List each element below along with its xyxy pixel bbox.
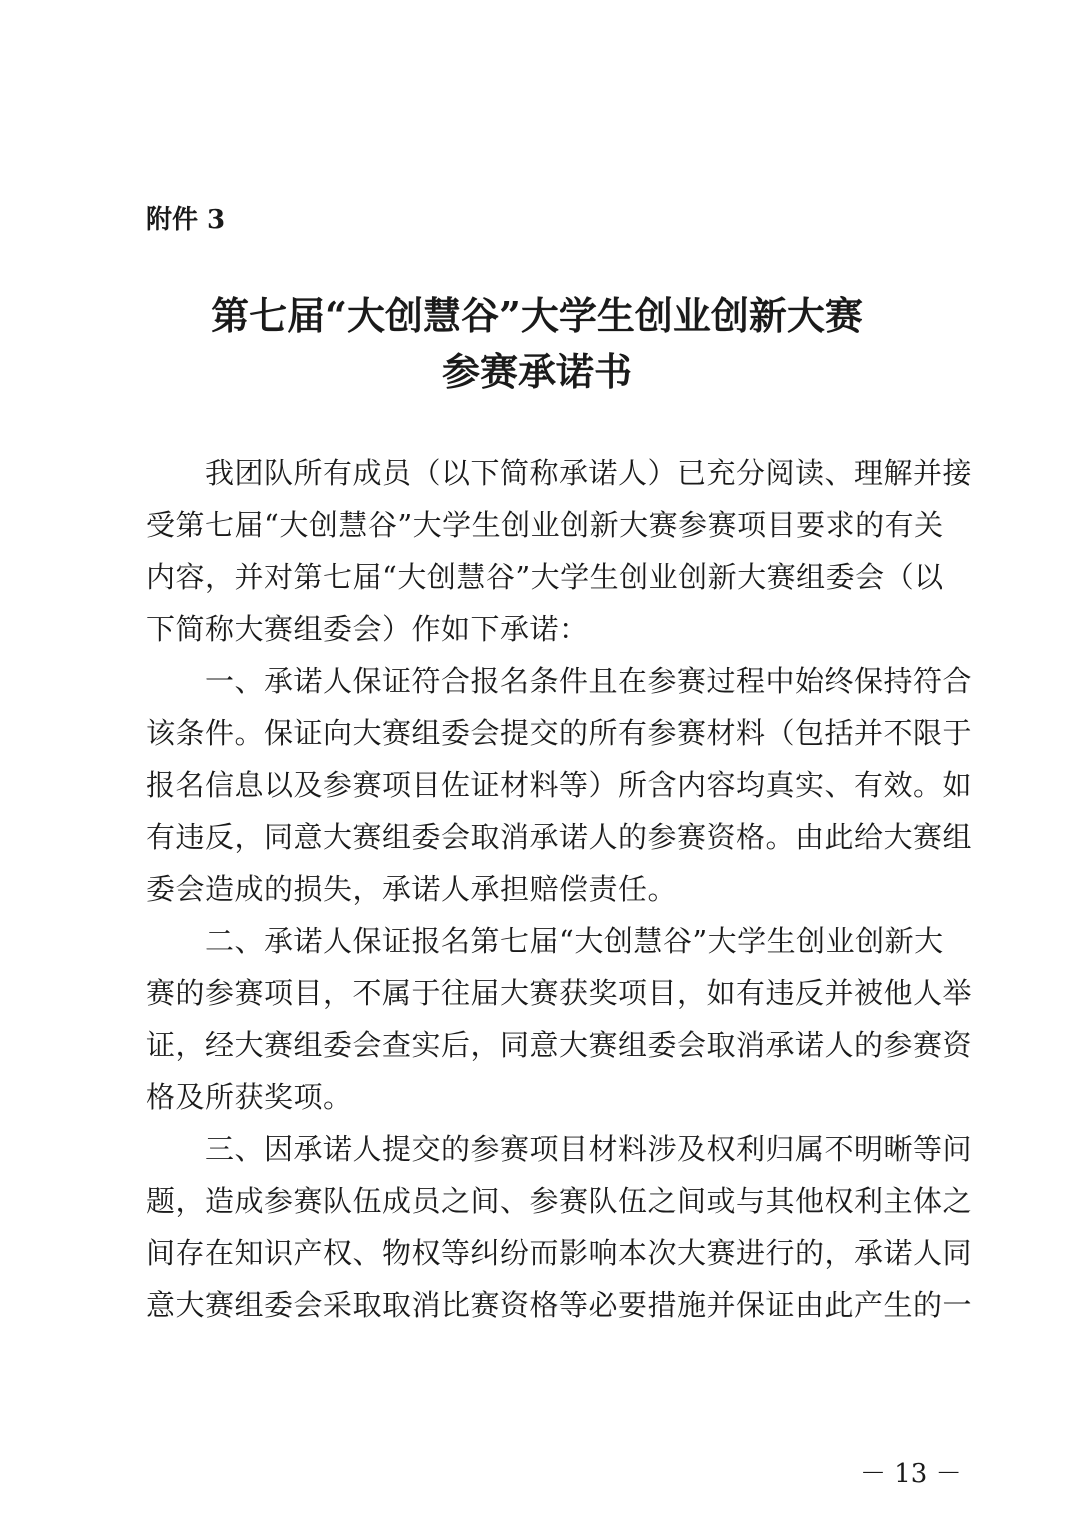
page-number: － 13 － — [860, 1459, 962, 1489]
paragraph-line: 一、承诺人保证符合报名条件且在参赛过程中始终保持符合 — [205, 664, 973, 698]
paragraph-line: 有违反，同意大赛组委会取消承诺人的参赛资格。由此给大赛组 — [146, 820, 973, 854]
paragraph-line: 委会造成的损失，承诺人承担赔偿责任。 — [146, 872, 678, 906]
paragraph-line: 内容，并对第七届“大创慧谷”大学生创业创新大赛组委会（以 — [146, 560, 944, 594]
paragraph-line: 赛的参赛项目，不属于往届大赛获奖项目，如有违反并被他人举 — [146, 976, 973, 1010]
attachment-label: 附件 3 — [146, 205, 226, 235]
paragraph-line: 间存在知识产权、物权等纠纷而影响本次大赛进行的，承诺人同 — [146, 1236, 973, 1270]
paragraph-line: 三、因承诺人提交的参赛项目材料涉及权利归属不明晰等问 — [205, 1132, 973, 1166]
paragraph-line: 该条件。保证向大赛组委会提交的所有参赛材料（包括并不限于 — [146, 716, 973, 750]
paragraph-line: 受第七届“大创慧谷”大学生创业创新大赛参赛项目要求的有关 — [146, 508, 944, 542]
paragraph-line: 下简称大赛组委会）作如下承诺： — [146, 612, 589, 646]
paragraph-line: 报名信息以及参赛项目佐证材料等）所含内容均真实、有效。如 — [146, 768, 973, 802]
paragraph-line: 我团队所有成员（以下简称承诺人）已充分阅读、理解并接 — [205, 456, 973, 490]
paragraph-line: 二、承诺人保证报名第七届“大创慧谷”大学生创业创新大 — [205, 924, 944, 958]
paragraph-line: 证，经大赛组委会查实后，同意大赛组委会取消承诺人的参赛资 — [146, 1028, 973, 1062]
paragraph-line: 格及所获奖项。 — [146, 1080, 353, 1114]
document-title-line-2: 参赛承诺书 — [441, 349, 632, 394]
paragraph-line: 意大赛组委会采取取消比赛资格等必要措施并保证由此产生的一 — [146, 1288, 973, 1322]
document-title-line-1: 第七届“大创慧谷”大学生创业创新大赛 — [211, 293, 863, 338]
paragraph-line: 题，造成参赛队伍成员之间、参赛队伍之间或与其他权利主体之 — [146, 1184, 973, 1218]
